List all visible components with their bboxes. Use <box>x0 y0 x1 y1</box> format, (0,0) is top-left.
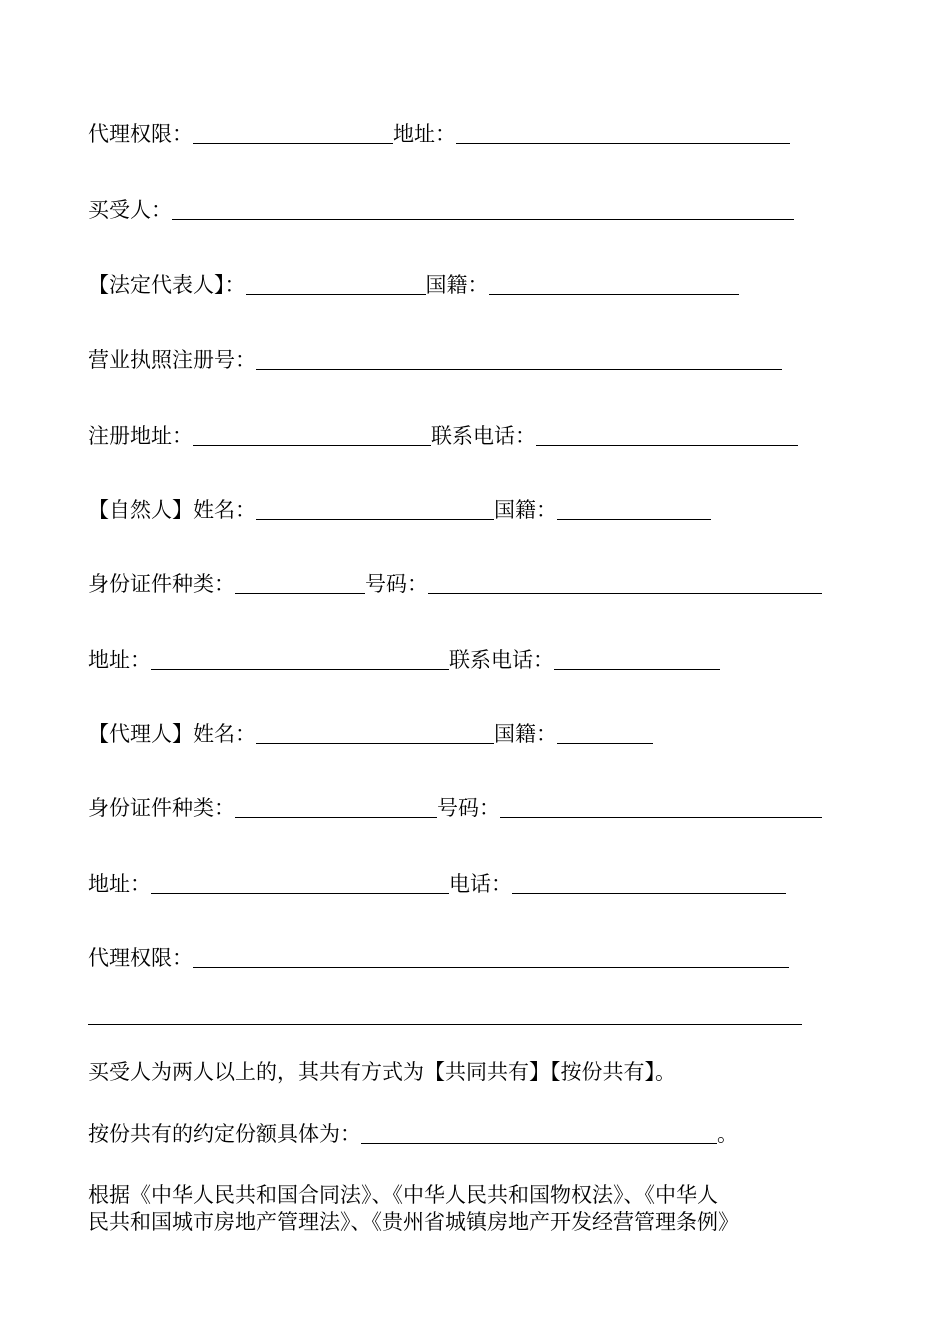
nationality-field[interactable] <box>557 499 711 520</box>
natural-person-name-field[interactable] <box>256 499 494 520</box>
share-amount-label: 按份共有的约定份额具体为： <box>88 1122 361 1146</box>
row-natural-person <box>88 496 711 524</box>
row-agent-authority <box>88 120 790 148</box>
id-number-label: 号码： <box>437 796 500 820</box>
nationality-label: 国籍： <box>494 498 557 522</box>
address-field[interactable] <box>151 649 449 670</box>
business-license-label: 营业执照注册号： <box>88 348 256 372</box>
row-agent-id-type <box>88 794 822 822</box>
nationality-field[interactable] <box>557 723 653 744</box>
co-ownership-text: 买受人为两人以上的，其共有方式为【共同共有】【按份共有】。 <box>88 1060 676 1084</box>
legal-representative-label: 【法定代表人】： <box>88 273 246 297</box>
business-license-field[interactable] <box>256 349 782 370</box>
row-buyer <box>88 196 794 224</box>
id-number-field[interactable] <box>428 573 822 594</box>
id-number-label: 号码： <box>365 572 428 596</box>
agent-authority-continued-field[interactable] <box>88 1004 802 1025</box>
phone-label: 电话： <box>449 872 512 896</box>
legal-basis-line-2: 民共和国城市房地产管理法》、《贵州省城镇房地产开发经营管理条例》 <box>88 1210 739 1234</box>
id-type-field[interactable] <box>235 573 365 594</box>
legal-representative-field[interactable] <box>246 274 426 295</box>
row-address-phone <box>88 646 720 674</box>
contact-phone-label: 联系电话： <box>449 648 554 672</box>
period-mark: 。 <box>717 1122 738 1146</box>
agent-name-label: 【代理人】姓名： <box>88 722 256 746</box>
buyer-field[interactable] <box>172 199 794 220</box>
agent-authority-label: 代理权限： <box>88 946 193 970</box>
legal-basis-line-1: 根据《中华人民共和国合同法》、《中华人民共和国物权法》、《中华人 <box>88 1183 718 1207</box>
share-amount-field[interactable] <box>361 1123 717 1144</box>
id-type-label: 身份证件种类： <box>88 796 235 820</box>
nationality-label: 国籍： <box>425 273 489 297</box>
nationality-field[interactable] <box>489 274 739 295</box>
row-co-ownership <box>88 1058 676 1086</box>
id-number-field[interactable] <box>500 797 822 818</box>
row-id-type <box>88 570 822 598</box>
contact-phone-field[interactable] <box>554 649 720 670</box>
row-registered-address <box>88 422 798 450</box>
contact-phone-label: 联系电话： <box>431 424 536 448</box>
row-agent <box>88 720 653 748</box>
id-type-field[interactable] <box>235 797 437 818</box>
row-agent-authority-continued <box>88 1004 802 1029</box>
legal-basis-paragraph <box>88 1182 868 1236</box>
registered-address-label: 注册地址： <box>88 424 193 448</box>
registered-address-field[interactable] <box>193 425 431 446</box>
nationality-label: 国籍： <box>494 722 557 746</box>
row-business-license <box>88 346 782 374</box>
row-agent-authority-2 <box>88 944 789 972</box>
address-field[interactable] <box>151 873 449 894</box>
natural-person-name-label: 【自然人】姓名： <box>88 498 256 522</box>
row-agent-address-phone <box>88 870 786 898</box>
buyer-label: 买受人： <box>88 198 172 222</box>
agent-authority-field[interactable] <box>193 947 789 968</box>
phone-field[interactable] <box>512 873 786 894</box>
address-label: 地址： <box>88 872 151 896</box>
address-label: 地址： <box>88 648 151 672</box>
address-label: 地址： <box>393 122 456 146</box>
row-share-amount <box>88 1120 738 1148</box>
row-legal-representative <box>88 271 739 299</box>
agent-authority-field[interactable] <box>193 123 393 144</box>
address-field[interactable] <box>456 123 790 144</box>
contact-phone-field[interactable] <box>536 425 798 446</box>
agent-authority-label: 代理权限： <box>88 122 193 146</box>
agent-name-field[interactable] <box>256 723 494 744</box>
id-type-label: 身份证件种类： <box>88 572 235 596</box>
